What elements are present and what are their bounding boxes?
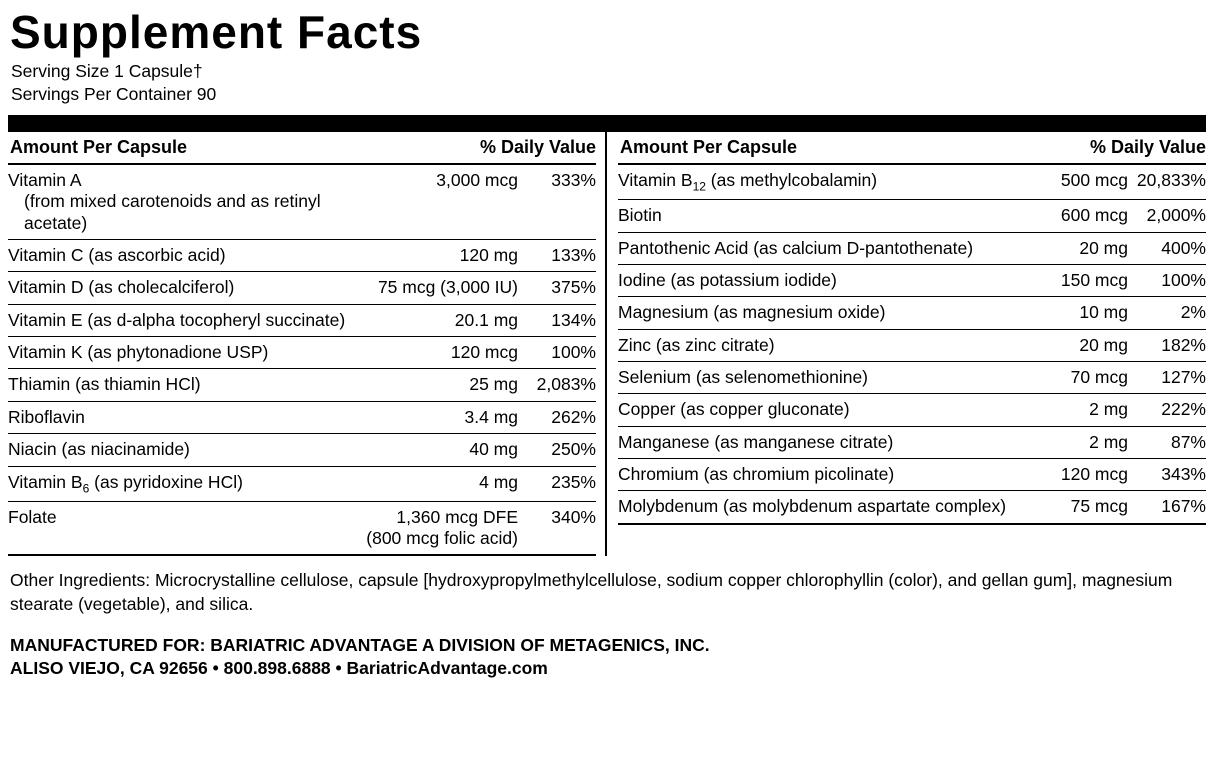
column-header-left bbox=[8, 132, 596, 165]
nutrient-amount: 2 mg bbox=[1053, 426, 1128, 458]
nutrient-amount: 75 mcg (3,000 IU) bbox=[366, 272, 518, 304]
nutrient-name: Vitamin D (as cholecalciferol) bbox=[8, 272, 366, 304]
nutrient-daily-value: 343% bbox=[1128, 458, 1206, 490]
daily-value-label: % Daily Value bbox=[479, 137, 596, 158]
nutrient-amount: 3.4 mg bbox=[366, 401, 518, 433]
amount-per-capsule-label: Amount Per Capsule bbox=[620, 137, 798, 158]
serving-size: Serving Size 1 Capsule† bbox=[11, 61, 203, 82]
table-row bbox=[8, 434, 596, 466]
nutrient-name: Selenium (as selenomethionine) bbox=[618, 361, 1053, 393]
nutrient-amount: 120 mcg bbox=[366, 337, 518, 369]
nutrient-amount: 20 mg bbox=[1053, 329, 1128, 361]
nutrient-daily-value: 127% bbox=[1128, 361, 1206, 393]
nutrient-daily-value: 222% bbox=[1128, 394, 1206, 426]
table-row bbox=[618, 394, 1206, 426]
table-row bbox=[8, 304, 596, 336]
other-ingredients: Other Ingredients: Microcrystalline cellulose, capsule [hydroxypropylmethylcellulose, sodium copper chlorophyllin (color), and gellan gum], magnesium stearate (vegetable), and silica. bbox=[10, 570, 1173, 614]
nutrient-name: Vitamin C (as ascorbic acid) bbox=[8, 240, 366, 272]
nutrient-amount: 40 mg bbox=[366, 434, 518, 466]
table-row bbox=[618, 458, 1206, 490]
table-row bbox=[618, 491, 1206, 524]
nutrient-amount: 500 mcg bbox=[1053, 165, 1128, 200]
nutrient-amount: 1,360 mcg DFE (800 mcg folic acid) bbox=[366, 501, 518, 555]
nutrient-daily-value: 2% bbox=[1128, 297, 1206, 329]
table-row bbox=[618, 297, 1206, 329]
nutrient-name: Vitamin A (from mixed carotenoids and as retinyl acetate) bbox=[8, 165, 366, 240]
table-row bbox=[618, 165, 1206, 200]
nutrient-amount: 20.1 mg bbox=[366, 304, 518, 336]
nutrient-amount: 120 mg bbox=[366, 240, 518, 272]
table-row bbox=[8, 401, 596, 433]
nutrient-daily-value: 250% bbox=[518, 434, 596, 466]
nutrient-columns bbox=[8, 132, 1206, 556]
table-row bbox=[618, 361, 1206, 393]
nutrient-amount: 70 mcg bbox=[1053, 361, 1128, 393]
nutrient-amount: 20 mg bbox=[1053, 232, 1128, 264]
header-divider bbox=[8, 115, 1206, 132]
nutrient-daily-value: 87% bbox=[1128, 426, 1206, 458]
nutrient-name: Vitamin $B_{12}$ (as methylcobalamin) bbox=[618, 165, 1053, 200]
column-header-right bbox=[618, 132, 1206, 165]
nutrient-name: Folate bbox=[8, 501, 366, 555]
table-row bbox=[618, 426, 1206, 458]
amount-per-capsule-label: Amount Per Capsule bbox=[10, 137, 188, 158]
servings-per-container: Servings Per Container 90 bbox=[11, 83, 217, 104]
nutrient-name: Vitamin K (as phytonadione USP) bbox=[8, 337, 366, 369]
nutrient-daily-value: 20,833% bbox=[1128, 165, 1206, 200]
nutrient-amount: 75 mcg bbox=[1053, 491, 1128, 524]
table-row bbox=[8, 501, 596, 555]
nutrient-name: Copper (as copper gluconate) bbox=[618, 394, 1053, 426]
nutrient-name: Iodine (as potassium iodide) bbox=[618, 264, 1053, 296]
nutrient-table-left bbox=[8, 165, 596, 556]
nutrient-daily-value: 262% bbox=[518, 401, 596, 433]
manufacturer-line-1: MANUFACTURED FOR: BARIATRIC ADVANTAGE A DIVISION OF METAGENICS, INC. bbox=[10, 634, 710, 655]
nutrient-name: Manganese (as manganese citrate) bbox=[618, 426, 1053, 458]
nutrient-daily-value: 400% bbox=[1128, 232, 1206, 264]
table-row bbox=[8, 165, 596, 240]
nutrient-daily-value: 2,000% bbox=[1128, 200, 1206, 232]
nutrient-name: Zinc (as zinc citrate) bbox=[618, 329, 1053, 361]
nutrient-column-left bbox=[8, 132, 607, 556]
nutrient-daily-value: 134% bbox=[518, 304, 596, 336]
nutrient-amount: 150 mcg bbox=[1053, 264, 1128, 296]
nutrient-source-note: (from mixed carotenoids and as retinyl acetate) bbox=[24, 191, 321, 233]
nutrient-daily-value: 333% bbox=[518, 165, 596, 240]
nutrient-name: Vitamin E (as d-alpha tocopheryl succinate) bbox=[8, 304, 366, 336]
nutrient-amount-note: (800 mcg folic acid) bbox=[366, 527, 518, 548]
table-row bbox=[8, 466, 596, 501]
nutrient-daily-value: 182% bbox=[1128, 329, 1206, 361]
nutrient-daily-value: 375% bbox=[518, 272, 596, 304]
nutrient-name: Biotin bbox=[618, 200, 1053, 232]
table-row bbox=[8, 240, 596, 272]
nutrient-daily-value: 167% bbox=[1128, 491, 1206, 524]
table-row bbox=[618, 329, 1206, 361]
nutrient-amount: 120 mcg bbox=[1053, 458, 1128, 490]
nutrient-daily-value: 235% bbox=[518, 466, 596, 501]
nutrient-name: Molybdenum (as molybdenum aspartate complex) bbox=[618, 491, 1053, 524]
table-row bbox=[618, 200, 1206, 232]
nutrient-amount: 600 mcg bbox=[1053, 200, 1128, 232]
nutrient-name: Vitamin $B_6$ (as pyridoxine HCl) bbox=[8, 466, 366, 501]
nutrient-daily-value: 133% bbox=[518, 240, 596, 272]
nutrient-amount: 3,000 mcg bbox=[366, 165, 518, 240]
daily-value-label: % Daily Value bbox=[1089, 137, 1206, 158]
nutrient-daily-value: 100% bbox=[1128, 264, 1206, 296]
table-row bbox=[8, 272, 596, 304]
table-row bbox=[8, 369, 596, 401]
page-title: Supplement Facts bbox=[10, 6, 423, 58]
nutrient-table-right bbox=[618, 165, 1206, 525]
nutrient-daily-value: 340% bbox=[518, 501, 596, 555]
nutrient-amount: 10 mg bbox=[1053, 297, 1128, 329]
nutrient-daily-value: 100% bbox=[518, 337, 596, 369]
nutrient-amount: 4 mg bbox=[366, 466, 518, 501]
nutrient-daily-value: 2,083% bbox=[518, 369, 596, 401]
nutrient-amount: 25 mg bbox=[366, 369, 518, 401]
nutrient-amount: 2 mg bbox=[1053, 394, 1128, 426]
manufacturer-line-2: ALISO VIEJO, CA 92656 • 800.898.6888 • BariatricAdvantage.com bbox=[10, 658, 548, 679]
nutrient-name: Chromium (as chromium picolinate) bbox=[618, 458, 1053, 490]
table-row bbox=[618, 232, 1206, 264]
nutrient-name: Riboflavin bbox=[8, 401, 366, 433]
nutrient-name: Pantothenic Acid (as calcium D-pantothenate) bbox=[618, 232, 1053, 264]
nutrient-name: Magnesium (as magnesium oxide) bbox=[618, 297, 1053, 329]
nutrient-column-right bbox=[607, 132, 1206, 556]
nutrient-name: Niacin (as niacinamide) bbox=[8, 434, 366, 466]
nutrient-name: Thiamin (as thiamin HCl) bbox=[8, 369, 366, 401]
table-row bbox=[8, 337, 596, 369]
table-row bbox=[618, 264, 1206, 296]
